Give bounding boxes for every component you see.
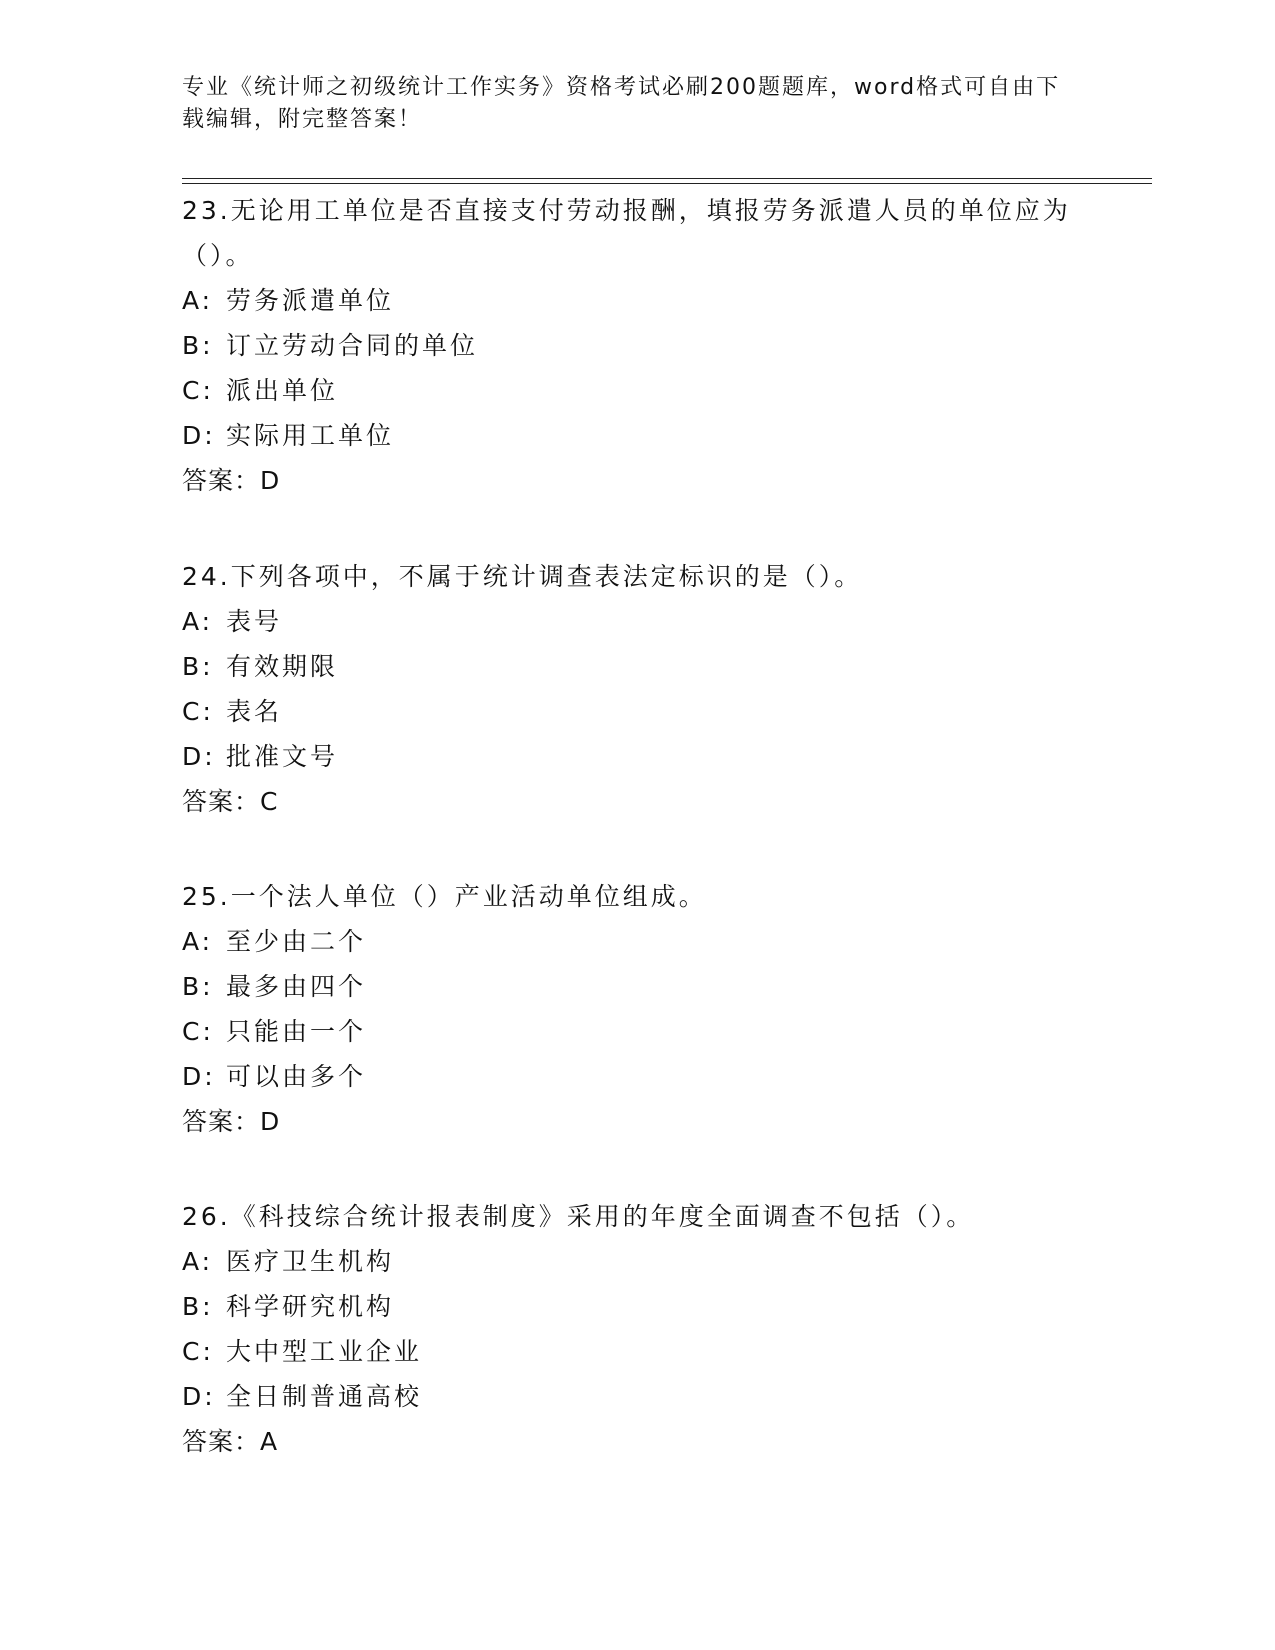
option-text: 医疗卫生机构: [226, 1247, 395, 1276]
option-key: A:: [182, 286, 214, 315]
option-text: 只能由一个: [226, 1017, 367, 1046]
option-key: B:: [182, 1292, 214, 1321]
option-a: [182, 599, 1082, 644]
option-key: C:: [182, 376, 214, 405]
question-block: [182, 1194, 1082, 1464]
option-key: C:: [182, 697, 214, 726]
answer-line: 答案：D: [182, 466, 281, 495]
option-text: 表名: [226, 697, 283, 726]
question-block: [182, 554, 1082, 824]
option-text: 大中型工业企业: [226, 1337, 423, 1366]
question-stem: 26.《科技综合统计报表制度》采用的年度全面调查不包括（）。: [182, 1202, 975, 1231]
document-header: 专业《统计师之初级统计工作实务》资格考试必刷200题题库，word格式可自由下载编辑，附完整答案！: [182, 75, 1061, 132]
option-text: 实际用工单位: [226, 421, 395, 450]
option-key: C:: [182, 1017, 214, 1046]
option-key: B:: [182, 331, 214, 360]
option-c: [182, 1009, 1082, 1054]
option-key: A:: [182, 927, 214, 956]
option-d: [182, 413, 1082, 458]
option-key: B:: [182, 972, 214, 1001]
option-text: 可以由多个: [226, 1062, 367, 1091]
option-b: [182, 964, 1082, 1009]
option-key: B:: [182, 652, 214, 681]
option-key: D:: [182, 1382, 216, 1411]
option-key: A:: [182, 607, 214, 636]
option-d: [182, 1374, 1082, 1419]
option-b: [182, 644, 1082, 689]
option-key: A:: [182, 1247, 214, 1276]
question-stem: 24.下列各项中，不属于统计调查表法定标识的是（）。: [182, 562, 863, 591]
option-text: 劳务派遣单位: [226, 286, 395, 315]
option-text: 科学研究机构: [226, 1292, 395, 1321]
option-c: [182, 368, 1082, 413]
answer-line: 答案：A: [182, 1427, 279, 1456]
option-b: [182, 323, 1082, 368]
option-c: [182, 689, 1082, 734]
header-divider-top: [182, 178, 1152, 179]
option-c: [182, 1329, 1082, 1374]
option-text: 派出单位: [226, 376, 339, 405]
option-a: [182, 1239, 1082, 1284]
option-text: 最多由四个: [226, 972, 367, 1001]
option-text: 批准文号: [226, 742, 339, 771]
header-divider-bottom: [182, 183, 1152, 184]
question-stem: 23.无论用工单位是否直接支付劳动报酬，填报劳务派遣人员的单位应为（）。: [182, 196, 1071, 270]
option-b: [182, 1284, 1082, 1329]
option-text: 全日制普通高校: [226, 1382, 423, 1411]
option-text: 表号: [226, 607, 283, 636]
option-key: D:: [182, 421, 216, 450]
option-text: 订立劳动合同的单位: [226, 331, 479, 360]
option-key: C:: [182, 1337, 214, 1366]
option-key: D:: [182, 742, 216, 771]
option-text: 至少由二个: [226, 927, 367, 956]
question-block: [182, 874, 1082, 1144]
option-a: [182, 278, 1082, 323]
option-key: D:: [182, 1062, 216, 1091]
answer-line: 答案：D: [182, 1107, 281, 1136]
question-block: [182, 188, 1082, 503]
question-stem: 25.一个法人单位（）产业活动单位组成。: [182, 882, 707, 911]
option-d: [182, 734, 1082, 779]
option-a: [182, 919, 1082, 964]
answer-line: 答案：C: [182, 787, 279, 816]
option-d: [182, 1054, 1082, 1099]
option-text: 有效期限: [226, 652, 339, 681]
